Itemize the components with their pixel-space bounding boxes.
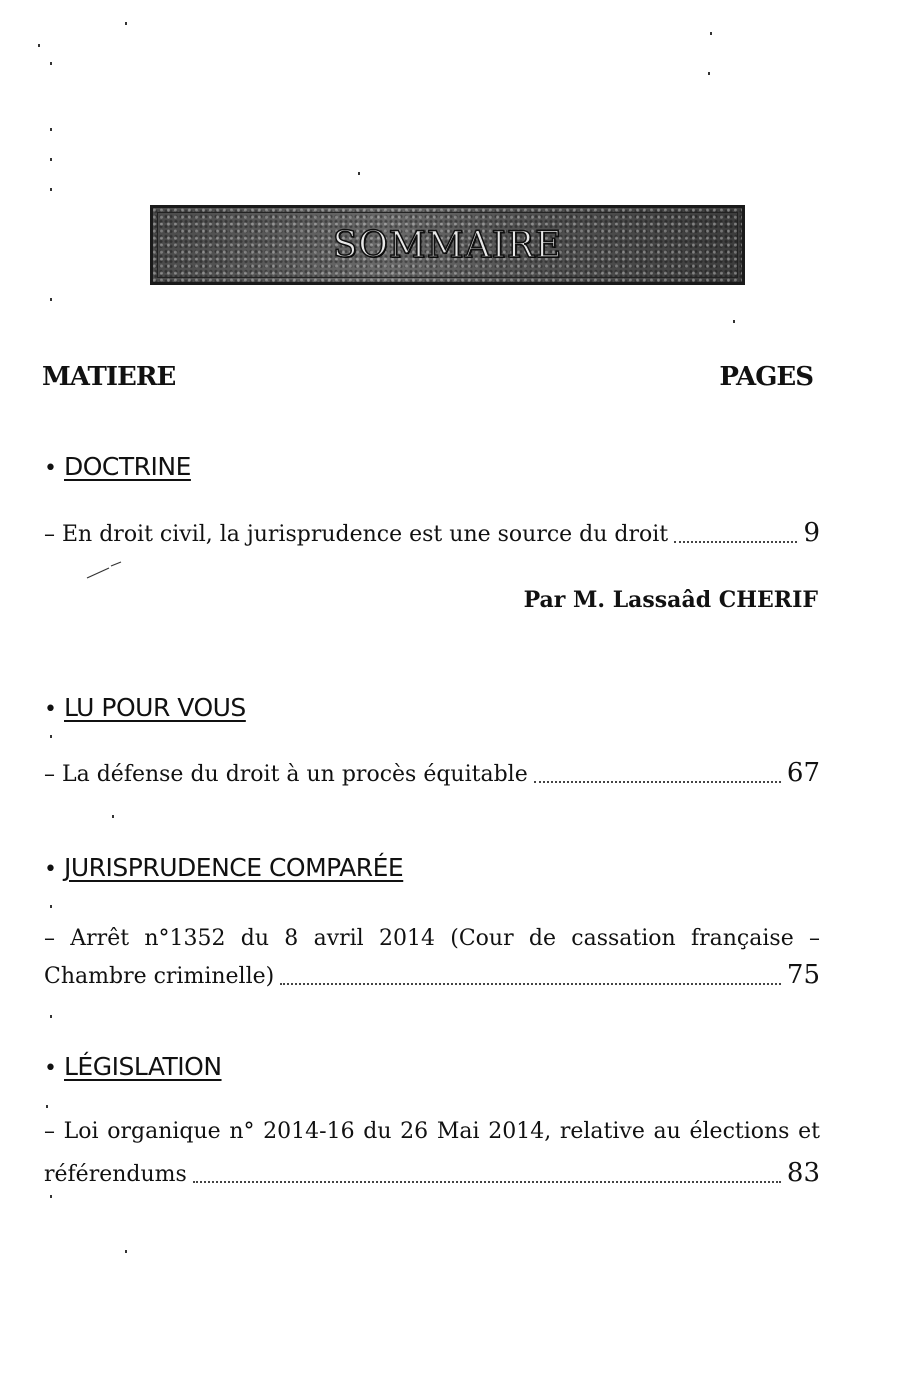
bullet-icon: • — [44, 697, 57, 722]
scan-speck — [50, 1015, 52, 1018]
scan-speck — [50, 905, 52, 908]
section-heading-jurisprudence-comparee — [44, 853, 403, 882]
toc-entry — [44, 960, 820, 990]
entry-title: – En droit civil, la jurisprudence est une source du droit — [44, 522, 669, 547]
page-number: 9 — [803, 518, 820, 548]
scan-speck — [50, 188, 52, 191]
pages-column-heading: PAGES — [719, 362, 813, 392]
entry-title: – La défense du droit à un procès équitable — [44, 762, 528, 787]
section-heading-legislation — [44, 1052, 222, 1081]
scan-speck — [46, 1105, 48, 1108]
page-number: 67 — [786, 758, 820, 788]
page-number: 75 — [786, 960, 820, 990]
dot-leader — [280, 983, 781, 985]
section-label: LÉGISLATION — [64, 1052, 222, 1081]
matiere-column-heading: MATIERE — [42, 362, 176, 392]
scan-speck — [38, 44, 40, 47]
section-heading-doctrine — [44, 452, 191, 481]
scan-speck — [710, 32, 712, 35]
entry-title: Chambre criminelle) — [44, 964, 275, 989]
page-number: 83 — [786, 1158, 820, 1188]
section-label: DOCTRINE — [64, 452, 191, 481]
scan-speck — [112, 815, 114, 818]
scan-speck — [50, 158, 52, 161]
scan-speck — [733, 320, 735, 323]
entry-title: référendums — [44, 1162, 187, 1187]
scan-speck — [50, 128, 52, 131]
scan-speck — [125, 22, 127, 25]
scan-speck — [50, 298, 52, 301]
scan-speck — [50, 62, 52, 65]
bullet-icon: • — [44, 857, 57, 882]
toc-entry — [44, 758, 820, 788]
section-label: LU POUR VOUS — [64, 693, 246, 722]
scan-speck — [125, 1250, 127, 1253]
dot-leader — [674, 541, 797, 543]
section-label: JURISPRUDENCE COMPARÉE — [64, 853, 404, 882]
dot-leader — [534, 781, 781, 783]
scan-speck — [358, 172, 360, 175]
scan-speck — [50, 1195, 52, 1198]
sommaire-banner — [150, 205, 745, 285]
section-heading-lu-pour-vous — [44, 693, 246, 722]
bullet-icon: • — [44, 1056, 57, 1081]
entry-first-line: – Loi organique n° 2014-16 du 26 Mai 2014, relative au élections et — [44, 1119, 820, 1144]
scan-speck — [50, 735, 52, 738]
scan-speck — [708, 72, 710, 75]
banner-title: SOMMAIRE — [332, 224, 563, 266]
dot-leader — [193, 1181, 781, 1183]
toc-entry — [44, 518, 820, 548]
entry-first-line: – Arrêt n°1352 du 8 avril 2014 (Cour de cassation française – — [44, 926, 820, 951]
author-line: Par M. Lassaâd CHERIF — [523, 587, 818, 613]
pen-stroke — [85, 560, 125, 582]
toc-entry — [44, 1158, 820, 1188]
bullet-icon: • — [44, 456, 57, 481]
